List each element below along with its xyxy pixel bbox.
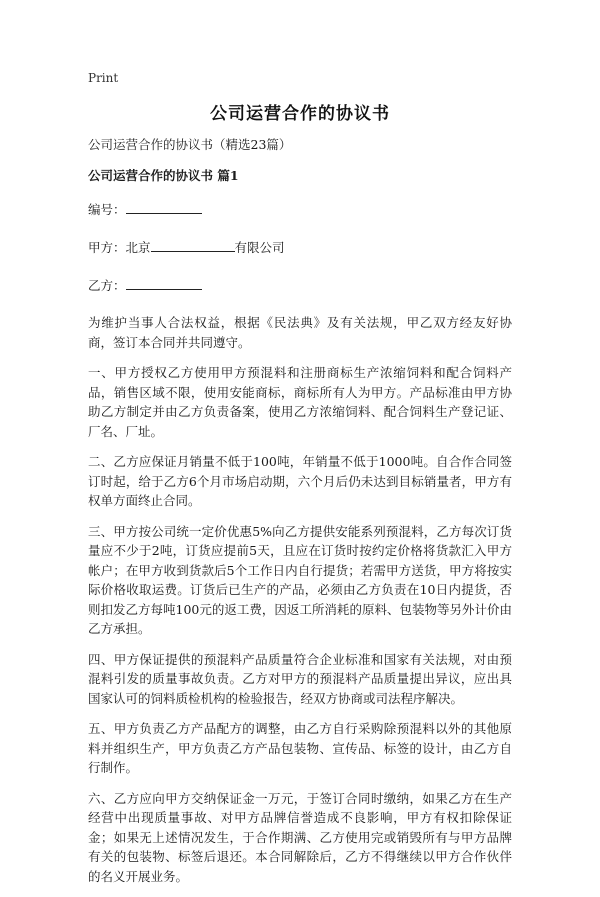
party-a-field (88, 237, 512, 257)
number-field (88, 199, 512, 219)
number-blank (126, 199, 202, 214)
paragraph-preamble: 为维护当事人合法权益，根据《民法典》及有关法规，甲乙双方经友好协商，签订本合同并共同遵守。 (88, 315, 512, 350)
party-a-suffix: 有限公司 (234, 240, 285, 255)
paragraph-clause-4: 四、甲方保证提供的预混料产品质量符合企业标准和国家有关法规，对由预混料引发的质量事故负责。乙方对甲方的预混料产品质量提出异议，应出具国家认可的饲料质检机构的检验报告，经双方协商或司法程序解决。 (88, 651, 512, 706)
party-b-field (88, 275, 512, 295)
party-b-blank (126, 275, 202, 290)
paragraph-clause-5: 五、甲方负责乙方产品配方的调整，由乙方自行采购除预混料以外的其他原料并组织生产，甲方负责乙方产品包装物、宣传品、标签的设计，由乙方自行制作。 (88, 721, 512, 775)
paragraph-clause-3: 三、甲方按公司统一定价优惠5%向乙方提供安能系列预混料，乙方每次订货量应不少于2吨，订货应提前5天，且应在订货时按约定价格将货款汇入甲方帐户；在甲方收到货款后5个工作日内自行提货；若需甲方送货，甲方将按实际价格收取运费。订货后已生产的产品，必须由乙方负责在10日内提货，否则扣发乙方每吨100元的返工费，因返工所消耗的原料、包装物等另外计价由乙方承担。 (88, 523, 512, 636)
party-b-label: 乙方： (88, 278, 126, 293)
document-body (88, 135, 512, 897)
print-link[interactable]: Print (88, 71, 119, 85)
section-heading: 公司运营合作的协议书 篇1 (88, 167, 239, 183)
party-a-blank (151, 237, 235, 252)
paragraph-clause-6: 六、乙方应向甲方交纳保证金一万元，于签订合同时缴纳，如果乙方在生产经营中出现质量事故、对甲方品牌信誉造成不良影响，甲方有权扣除保证金；如果无上述情况发生，于合作期满、乙方使用完或销毁所有与甲方品牌有关的包装物、标签后退还。本合同解除后，乙方不得继续以甲方合作伙伴的名义开展业务。 (88, 790, 512, 884)
party-a-label: 甲方：北京 (88, 240, 151, 255)
number-label: 编号： (88, 202, 126, 217)
paragraph-clause-2: 二、乙方应保证月销量不低于100吨，年销量不低于1000吨。自合作合同签订时起，给于乙方6个月市场启动期，六个月后仍未达到目标销量者，甲方有权单方面终止合同。 (88, 454, 512, 508)
page-title: 公司运营合作的协议书 (210, 104, 390, 124)
document-subtitle: 公司运营合作的协议书（精选23篇） (88, 137, 292, 152)
paragraph-clause-1: 一、甲方授权乙方使用甲方预混料和注册商标生产浓缩饲料和配合饲料产品，销售区域不限，使用安能商标，商标所有人为甲方。产品标准由甲方协助乙方制定并由乙方负责备案，使用乙方浓缩饲料、配合饲料生产登记证、厂名、厂址。 (88, 365, 512, 439)
